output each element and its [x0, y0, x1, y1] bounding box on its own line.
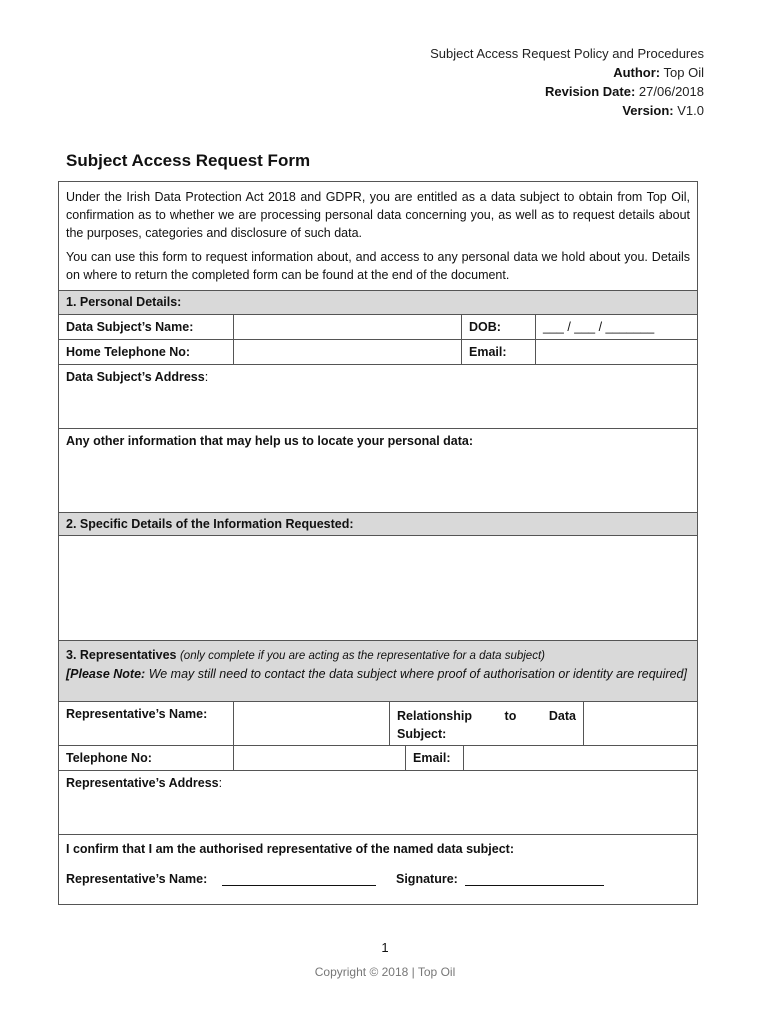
rep-phone-field[interactable] — [233, 746, 405, 770]
section-2-heading: 2. Specific Details of the Information Requested: — [66, 517, 354, 531]
rep-address-row[interactable] — [59, 770, 697, 834]
section-3-heading: 3. Representatives — [66, 648, 177, 662]
rep-address-label: Representative’s Address — [66, 776, 219, 790]
subject-name-row — [59, 314, 697, 339]
rep-address-field[interactable]: Representative’s Address: — [66, 776, 223, 790]
subject-email-field[interactable] — [535, 340, 697, 364]
confirmation-row — [59, 834, 697, 904]
home-phone-label: Home Telephone No: — [66, 345, 191, 359]
intro-row — [59, 182, 697, 290]
subject-address-label: Data Subject’s Address — [66, 370, 205, 384]
other-info-row[interactable] — [59, 428, 697, 512]
rep-phone-label: Telephone No: — [66, 751, 152, 765]
other-info-label: Any other information that may help us to locate your personal data: — [66, 434, 474, 448]
confirmation-statement: I confirm that I am the authorised representative of the named data subject: — [66, 842, 515, 856]
rep-email-label: Email: — [405, 746, 463, 770]
document-header — [430, 44, 704, 120]
page-number: 1 — [381, 940, 389, 955]
section-2-header — [59, 512, 697, 535]
please-note: [Please Note: We may still need to contact the data subject where proof of authorisation or identity are required] — [66, 667, 687, 681]
header-author: Author: Top Oil — [613, 65, 704, 80]
intro-paragraph-1: Under the Irish Data Protection Act 2018 and GDPR, you are entitled as a data subject to obtain from Top Oil, confirmation as to whether we are processing personal data concerning you, as well as to request details about the purposes, categories and disclosure of such data. — [66, 190, 690, 240]
sig-rep-name-line[interactable] — [222, 872, 376, 886]
subject-email-label: Email: — [461, 340, 535, 364]
header-revision-date: Revision Date: 27/06/2018 — [544, 84, 704, 99]
intro-paragraph-2: You can use this form to request information about, and access to any personal data we hold about you. Details on where to return the completed form can be found at the end of the document. — [66, 250, 690, 282]
dob-label: DOB: — [461, 315, 535, 339]
signature-label: Signature: — [396, 872, 458, 886]
header-version: Version: V1.0 — [622, 103, 704, 118]
subject-address-row[interactable] — [59, 364, 697, 428]
subject-access-form — [58, 181, 698, 905]
rep-email-field[interactable] — [463, 746, 697, 770]
sig-rep-name-label: Representative’s Name: — [66, 872, 208, 886]
header-doc-title: Subject Access Request Policy and Procedures — [430, 46, 704, 61]
rep-name-row — [59, 701, 697, 745]
section-1-heading: 1. Personal Details: — [66, 295, 182, 309]
subject-name-label: Data Subject’s Name: — [66, 320, 194, 334]
relationship-field[interactable] — [583, 702, 697, 745]
info-requested-field[interactable] — [59, 535, 697, 640]
copyright: Copyright © 2018 | Top Oil — [314, 965, 456, 979]
section-1-header — [59, 290, 697, 314]
form-title: Subject Access Request Form — [66, 151, 311, 170]
home-phone-row — [59, 339, 697, 364]
section-3-header — [59, 640, 697, 701]
dob-field[interactable]: ___ / ___ / _______ — [535, 315, 697, 339]
subject-name-field[interactable] — [233, 315, 461, 339]
rep-name-field[interactable] — [233, 702, 389, 745]
relationship-label: Relationship to Data Subject: — [389, 702, 583, 745]
rep-name-label: Representative’s Name: — [66, 707, 208, 721]
section-3-heading-note: (only complete if you are acting as the representative for a data subject) — [179, 650, 545, 662]
rep-phone-row — [59, 745, 697, 770]
home-phone-field[interactable] — [233, 340, 461, 364]
subject-address-field[interactable]: Data Subject’s Address: — [66, 370, 209, 384]
signature-line[interactable] — [465, 872, 604, 886]
